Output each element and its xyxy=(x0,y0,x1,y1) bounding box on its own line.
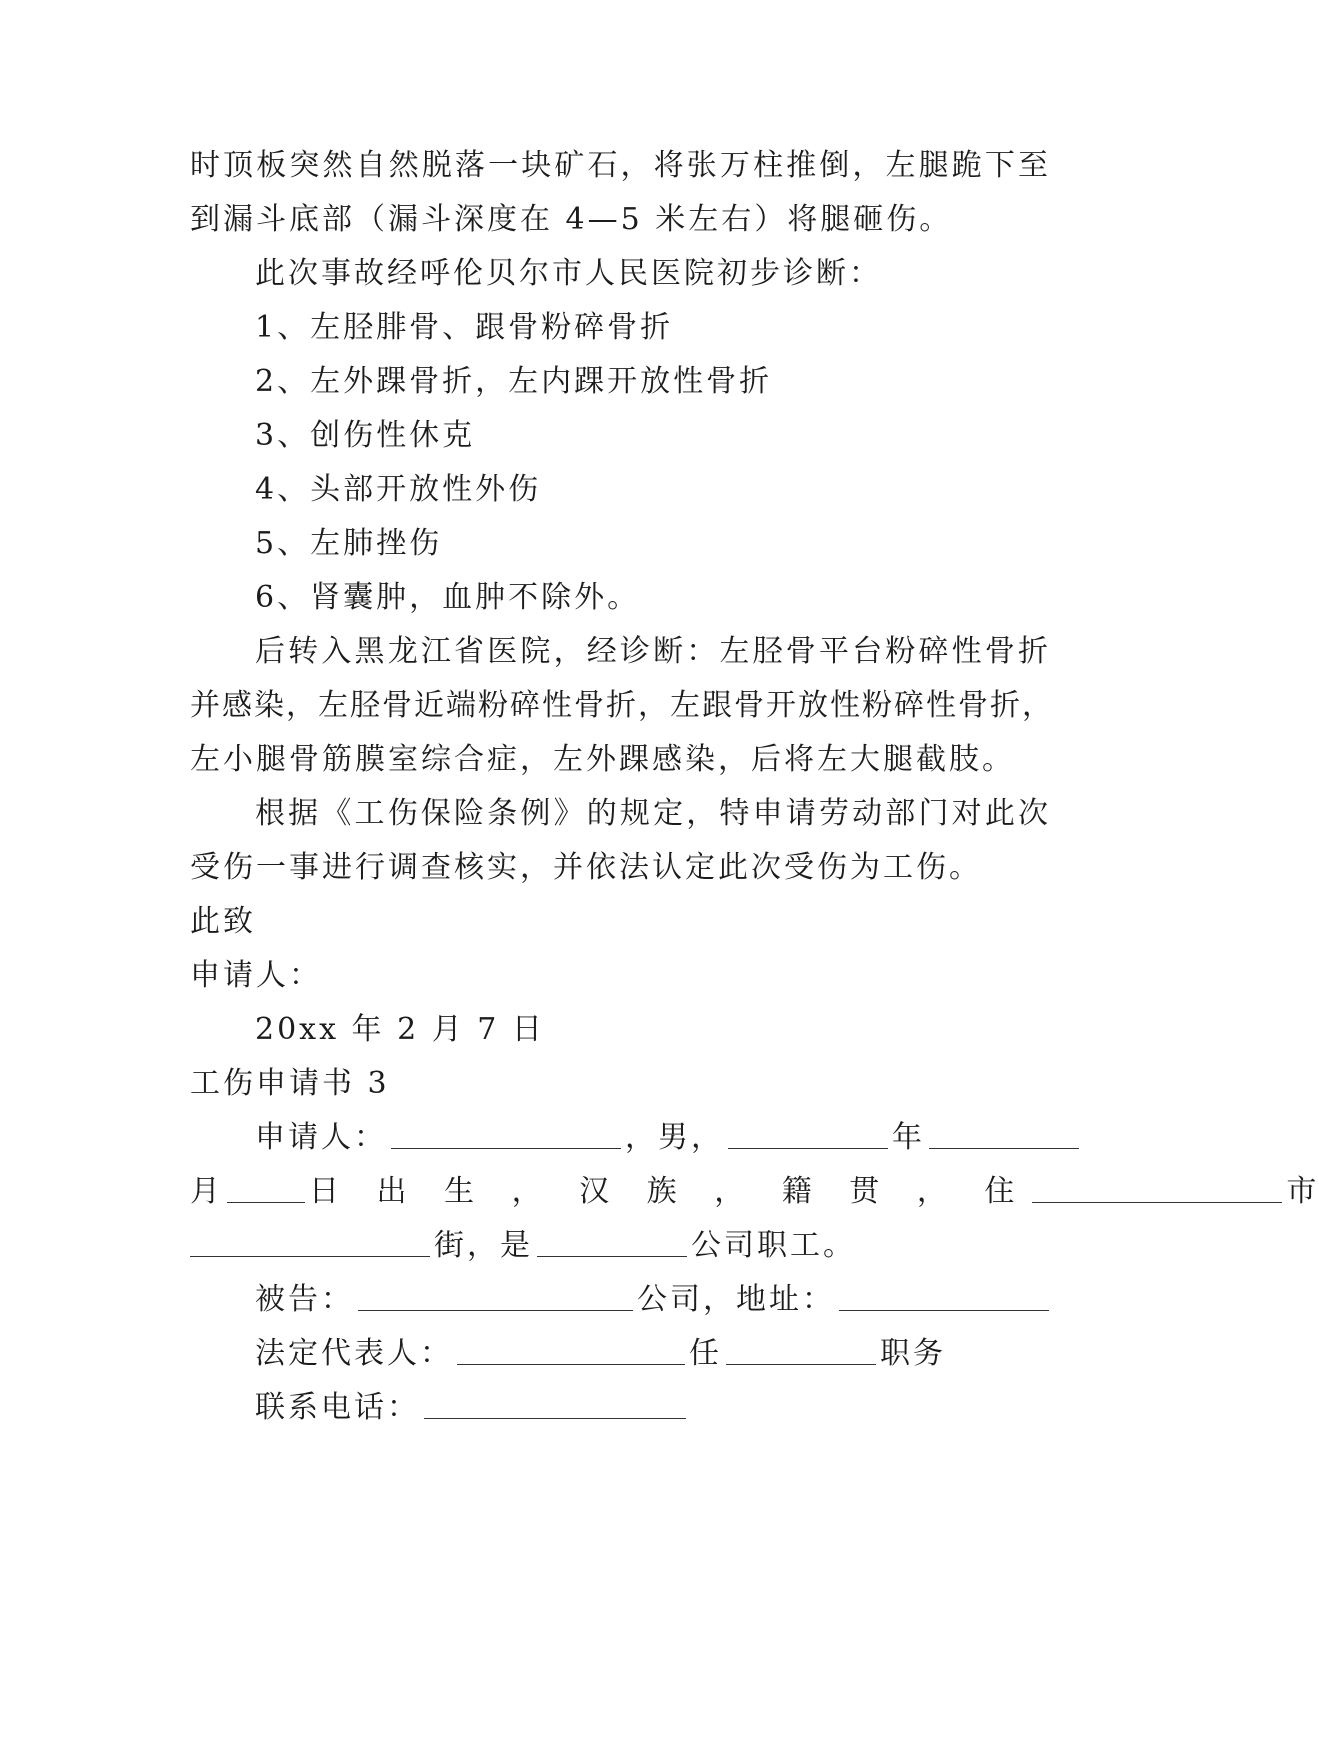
street-label: 街，是 xyxy=(434,1228,533,1263)
form-line-street xyxy=(190,1217,1050,1275)
paragraph1-line2: 到漏斗底部（漏斗深度在 4—5 米左右）将腿砸伤。 xyxy=(190,202,953,237)
position-prefix-label: 任 xyxy=(689,1336,722,1371)
diagnosis-item-4: 4、头部开放性外伤 xyxy=(255,472,542,507)
diagnosis-intro: 此次事故经呼伦贝尔市人民医院初步诊断： xyxy=(255,256,882,291)
form-line-phone xyxy=(255,1379,1050,1437)
birth-year-blank xyxy=(728,1118,888,1149)
transfer-line1: 后转入黑龙江省医院，经诊断：左胫骨平台粉碎性骨折 xyxy=(255,634,1050,669)
request-line1: 根据《工伤保险条例》的规定，特申请劳动部门对此次 xyxy=(255,796,1050,831)
company-address-label: 公司，地址： xyxy=(637,1282,835,1317)
phone-blank xyxy=(424,1388,686,1419)
applicant-label: 申请人： xyxy=(255,1120,387,1155)
position-blank xyxy=(726,1334,876,1365)
diagnosis-item-1: 1、左胫腓骨、跟骨粉碎骨折 xyxy=(255,310,674,345)
employee-label: 公司职工。 xyxy=(691,1228,856,1263)
street-blank xyxy=(190,1226,430,1257)
diagnosis-item-2: 2、左外踝骨折，左内踝开放性骨折 xyxy=(255,364,773,399)
employer-blank xyxy=(537,1226,687,1257)
birth-info-label: 日 出 生 ， 汉 族 ， 籍 贯 ， 住 xyxy=(309,1174,1029,1209)
address-blank xyxy=(839,1280,1049,1311)
birth-day-blank xyxy=(227,1172,305,1203)
defendant-label: 被告： xyxy=(255,1282,354,1317)
section-title: 工伤申请书 3 xyxy=(190,1066,390,1101)
transfer-line3: 左小腿骨筋膜室综合症，左外踝感染，后将左大腿截肢。 xyxy=(190,742,1015,777)
applicant-signature-label: 申请人： xyxy=(190,958,322,993)
legal-rep-blank xyxy=(457,1334,685,1365)
form-line-birth xyxy=(190,1163,1319,1221)
closing: 此致 xyxy=(190,904,256,939)
request-line2: 受伤一事进行调查核实，并依法认定此次受伤为工伤。 xyxy=(190,850,982,885)
diagnosis-item-6: 6、肾囊肿，血肿不除外。 xyxy=(255,580,641,615)
month-label: 月 xyxy=(190,1174,223,1209)
phone-label: 联系电话： xyxy=(255,1390,420,1425)
form-line-applicant xyxy=(255,1109,1050,1167)
paragraph1-line1: 时顶板突然自然脱落一块矿石，将张万柱推倒，左腿跪下至 xyxy=(190,148,1050,183)
city-label: 市 xyxy=(1286,1174,1319,1209)
diagnosis-item-3: 3、创伤性休克 xyxy=(255,418,476,453)
year-label: 年 xyxy=(892,1120,925,1155)
gender-label: ，男， xyxy=(625,1120,724,1155)
transfer-line2: 并感染，左胫骨近端粉碎性骨折，左跟骨开放性粉碎性骨折， xyxy=(190,688,1054,723)
form-line-defendant xyxy=(255,1271,1050,1329)
date: 20xx 年 2 月 7 日 xyxy=(255,1012,545,1047)
defendant-company-blank xyxy=(358,1280,633,1311)
birth-month-blank xyxy=(929,1118,1079,1149)
diagnosis-item-5: 5、左肺挫伤 xyxy=(255,526,443,561)
residence-blank xyxy=(1032,1172,1282,1203)
form-line-legal-rep xyxy=(255,1325,1050,1383)
position-label: 职务 xyxy=(880,1336,946,1371)
applicant-name-blank xyxy=(391,1118,621,1149)
legal-rep-label: 法定代表人： xyxy=(255,1336,453,1371)
